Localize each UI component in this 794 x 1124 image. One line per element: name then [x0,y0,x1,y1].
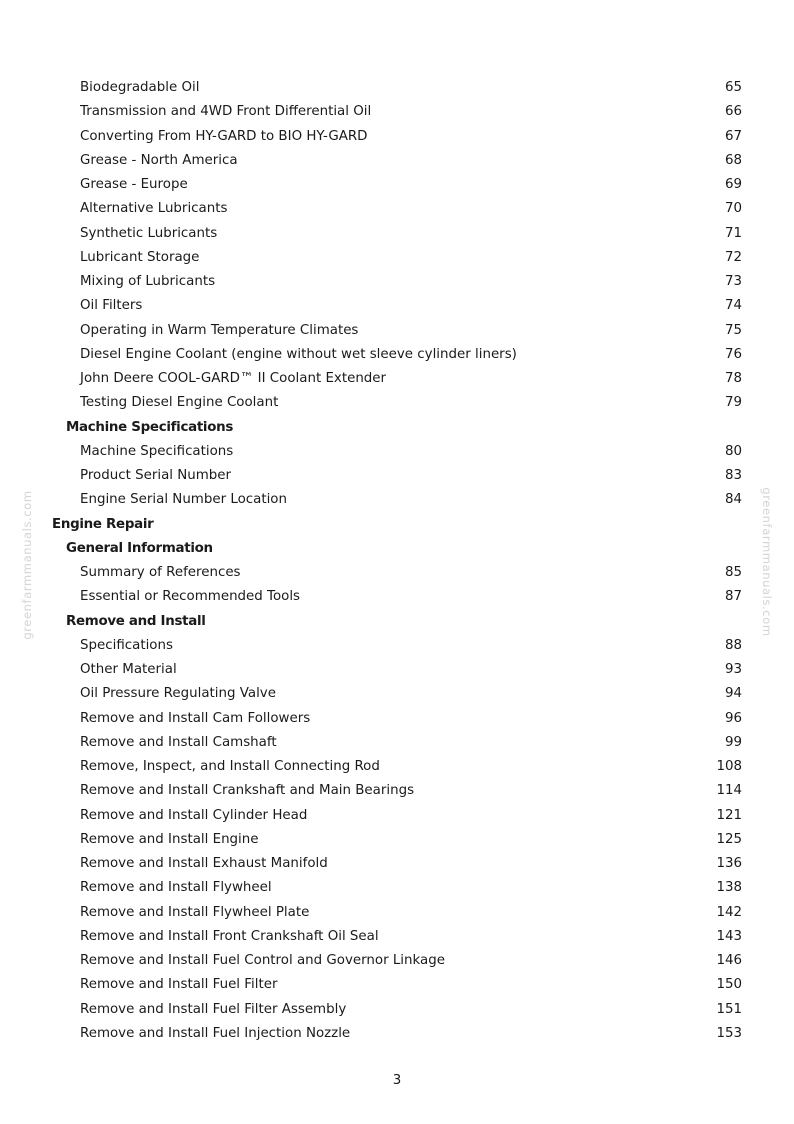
toc-entry-page: 76 [724,346,742,362]
toc-entry-title: Remove and Install Exhaust Manifold [80,856,328,871]
toc-entry[interactable] [0,828,794,852]
toc-entry[interactable] [0,222,794,246]
toc-entry-title: Synthetic Lubricants [80,225,218,241]
toc-entry-title: Oil Pressure Regulating Valve [80,686,276,702]
toc-entry[interactable] [0,391,794,415]
toc-entry-title: Essential or Recommended Tools [80,589,301,605]
toc-entry-page: 146 [716,953,742,968]
toc-entry-title: Remove and Install Camshaft [80,734,277,750]
toc-section-heading[interactable] [0,513,794,537]
toc-entry-title: Remove, Inspect, and Install Connecting Rod [80,759,380,774]
toc-entry-title: Alternative Lubricants [80,201,228,217]
toc-entry-title: Grease - North America [80,152,238,168]
toc-entry-title: Machine Specifications [80,443,234,459]
toc-entry-title: Remove and Install Fuel Filter Assembly [80,1001,347,1017]
table-of-contents [0,76,794,1046]
toc-entry-title: Remove and Install Flywheel Plate [80,904,310,920]
page-number: 3 [392,1073,402,1088]
toc-entry[interactable] [0,173,794,197]
toc-section-heading[interactable] [0,610,794,634]
toc-entry-title: Remove and Install Flywheel [80,880,272,896]
toc-entry[interactable] [0,149,794,173]
toc-entry-title: Testing Diesel Engine Coolant [80,395,279,411]
toc-entry-page: 142 [716,904,742,920]
toc-entry-page: 143 [716,928,742,944]
toc-entry-page: 121 [716,807,742,823]
toc-entry[interactable] [0,731,794,755]
toc-entry-page: 72 [724,249,742,265]
toc-entry-page: 78 [724,371,742,386]
toc-entry-title: Remove and Install Fuel Control and Governor Linkage [80,953,445,968]
toc-entry[interactable] [0,634,794,658]
toc-entry-page: 67 [724,128,742,144]
toc-entry-page: 68 [724,152,742,168]
toc-entry[interactable] [0,367,794,391]
toc-entry[interactable] [0,949,794,973]
toc-entry-page: 150 [716,977,742,993]
toc-entry-page: 83 [724,468,742,483]
toc-entry[interactable] [0,876,794,900]
toc-entry-title: Grease - Europe [80,177,188,192]
toc-entry[interactable] [0,682,794,706]
toc-entry-title: Biodegradable Oil [80,80,200,95]
toc-entry-page: 87 [724,589,742,605]
toc-entry-title: General Information [66,540,213,556]
toc-entry-title: Specifications [80,637,173,653]
toc-entry[interactable] [0,901,794,925]
watermark-right: greenfarmmanuals.com [760,487,774,637]
toc-entry-title: Remove and Install Fuel Filter [80,977,278,993]
toc-entry-page: 71 [724,225,742,241]
toc-entry[interactable] [0,925,794,949]
toc-entry-page: 114 [716,783,742,799]
toc-entry[interactable] [0,100,794,124]
toc-entry-page: 125 [716,831,742,847]
toc-entry-page: 108 [716,759,742,774]
toc-entry[interactable] [0,804,794,828]
toc-section-heading[interactable] [0,537,794,561]
toc-entry[interactable] [0,973,794,997]
toc-entry-title: Remove and Install Cam Followers [80,710,311,726]
toc-section-heading[interactable] [0,416,794,440]
toc-entry-title: Diesel Engine Coolant (engine without wet sleeve cylinder liners) [80,346,517,362]
toc-entry[interactable] [0,755,794,779]
toc-entry[interactable] [0,270,794,294]
toc-entry-title: Remove and Install Crankshaft and Main Bearings [80,783,415,799]
toc-entry-title: Transmission and 4WD Front Differential Oil [80,104,372,120]
toc-entry-page: 85 [724,565,742,580]
toc-entry-title: Remove and Install Cylinder Head [80,807,308,823]
toc-entry-page: 138 [716,880,742,896]
toc-entry-page: 93 [724,662,742,677]
toc-entry-title: Remove and Install [66,613,206,629]
toc-entry-page: 69 [724,177,742,192]
toc-entry[interactable] [0,779,794,803]
toc-entry[interactable] [0,76,794,100]
toc-entry-page: 74 [724,298,742,314]
toc-entry-title: Other Material [80,662,177,677]
toc-entry[interactable] [0,440,794,464]
toc-entry-page: 96 [724,710,742,726]
toc-entry-title: Summary of References [80,565,241,580]
toc-entry[interactable] [0,998,794,1022]
toc-entry[interactable] [0,464,794,488]
toc-entry-title: Engine Serial Number Location [80,492,287,508]
toc-entry[interactable] [0,343,794,367]
watermark-left: greenfarmmanuals.com [20,490,34,640]
toc-entry[interactable] [0,561,794,585]
toc-entry[interactable] [0,246,794,270]
toc-entry[interactable] [0,852,794,876]
toc-entry-page: 99 [724,734,742,750]
toc-entry-title: Product Serial Number [80,468,232,483]
toc-entry-page: 70 [724,201,742,217]
toc-entry-page: 88 [724,637,742,653]
toc-entry[interactable] [0,585,794,609]
toc-entry[interactable] [0,707,794,731]
toc-entry-title: Mixing of Lubricants [80,274,216,289]
toc-entry-page: 80 [724,443,742,459]
toc-entry[interactable] [0,197,794,221]
toc-entry-page: 79 [724,395,742,411]
toc-entry-page: 84 [724,492,742,508]
toc-entry-page: 75 [724,322,742,338]
toc-entry-page: 66 [724,104,742,120]
toc-entry[interactable] [0,125,794,149]
toc-entry-page: 94 [724,686,742,702]
toc-entry[interactable] [0,1022,794,1046]
toc-entry-page: 65 [724,80,742,95]
toc-entry-page: 153 [716,1025,742,1041]
toc-entry-title: Oil Filters [80,298,143,314]
toc-entry-title: Engine Repair [52,516,154,532]
toc-entry-title: Lubricant Storage [80,249,200,265]
toc-entry-title: Machine Specifications [66,419,234,435]
toc-entry[interactable] [0,488,794,512]
toc-entry-title: John Deere COOL-GARD™ II Coolant Extender [80,371,387,386]
toc-entry[interactable] [0,658,794,682]
toc-entry-title: Converting From HY-GARD to BIO HY-GARD [80,128,368,144]
toc-entry-page: 73 [724,274,742,289]
toc-entry-title: Remove and Install Front Crankshaft Oil Seal [80,928,379,944]
toc-entry[interactable] [0,319,794,343]
toc-entry-title: Remove and Install Fuel Injection Nozzle [80,1025,351,1041]
toc-entry-page: 136 [716,856,742,871]
toc-entry-title: Remove and Install Engine [80,831,259,847]
toc-entry[interactable] [0,294,794,318]
toc-entry-title: Operating in Warm Temperature Climates [80,322,359,338]
toc-entry-page: 151 [716,1001,742,1017]
